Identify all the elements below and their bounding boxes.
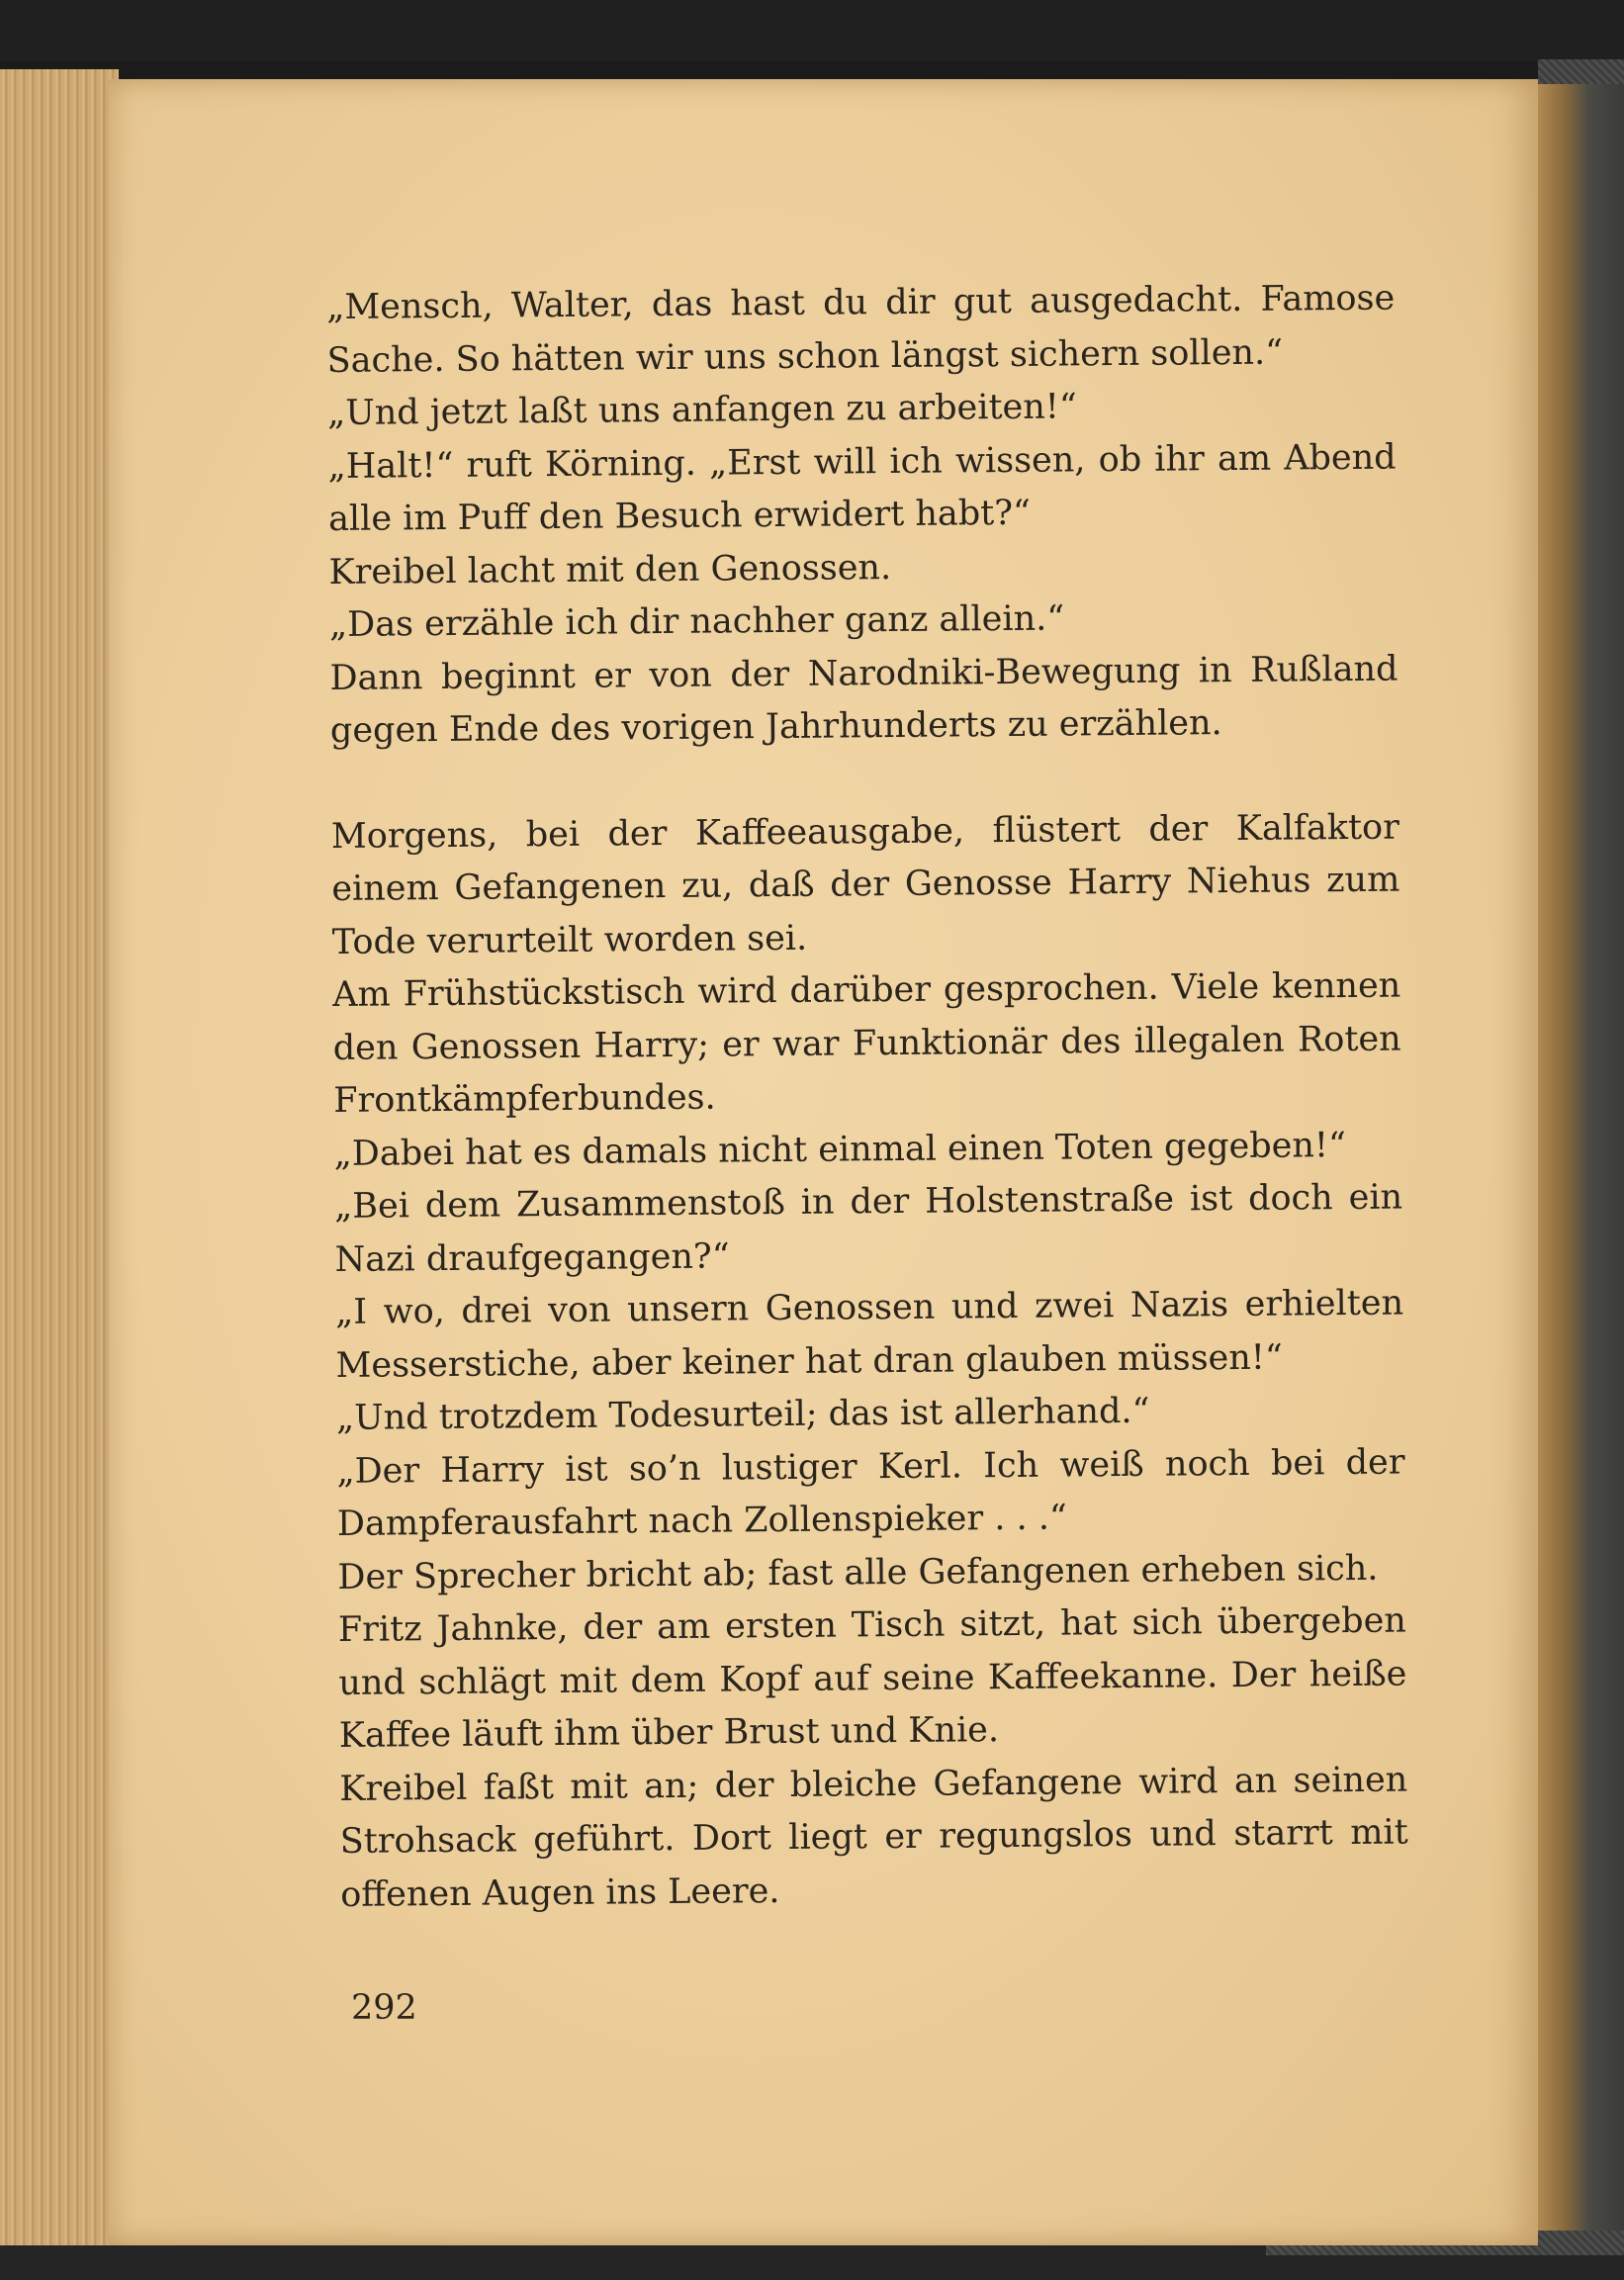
paragraph: Fritz Jahnke, der am ersten Tisch sitzt, hat sich übergeben und schlägt mit dem Kopf auf seine Kaffeekanne. Der heiße Kaffee läuft ihm über Brust und Knie. (337, 1600, 1407, 1756)
page-number: 292 (351, 1988, 417, 2028)
paragraph: „Bei dem Zusammenstoß in der Holstenstraße ist doch ein Nazi draufgegangen?“ (333, 1177, 1403, 1280)
body-text (326, 273, 1408, 1922)
paragraph: „Das erzähle ich dir nachher ganz allein.“ (328, 598, 1065, 645)
paragraph: „Und trotzdem Todesurteil; das ist allerhand.“ (335, 1391, 1150, 1438)
paragraph: Kreibel lacht mit den Genossen. (328, 547, 892, 593)
paragraph: „I wo, drei von unsern Genossen und zwei Nazis erhielten Messerstiche, aber keiner hat dran glauben müssen!“ (334, 1283, 1404, 1386)
paragraph: Der Sprecher bricht ab; fast alle Gefangenen erheben sich. (337, 1548, 1379, 1597)
paragraph: „Der Harry ist so’n lustiger Kerl. Ich weiß noch bei der Dampferausfahrt nach Zollenspieker . . .“ (336, 1442, 1405, 1544)
book-spine (1538, 84, 1624, 2250)
book-page-edges (0, 69, 119, 2245)
paragraph: „Dabei hat es damals nicht einmal einen Toten gegeben!“ (333, 1125, 1347, 1174)
paragraph: Morgens, bei der Kaffeeausgabe, flüstert der Kalfaktor einem Gefangenen zu, daß der Genosse Harry Niehus zum Tode verurteilt worden sei. (330, 807, 1400, 962)
scan-background-top (0, 0, 1624, 61)
paragraph: „Und jetzt laßt uns anfangen zu arbeiten!“ (326, 387, 1077, 433)
paragraph: „Mensch, Walter, das hast du dir gut ausgedacht. Famose Sache. So hätten wir uns schon längst sichern sollen.“ (326, 278, 1396, 381)
paragraph: Dann beginnt er von der Narodniki-Bewegung in Rußland gegen Ende des vorigen Jahrhunderts zu erzählen. (329, 649, 1398, 751)
paragraph: Kreibel faßt mit an; der bleiche Gefangene wird an seinen Strohsack geführt. Dort liegt er regungslos und starrt mit offenen Augen ins Leere. (339, 1760, 1408, 1915)
paragraph: „Halt!“ ruft Körning. „Erst will ich wissen, ob ihr am Abend alle im Puff den Besuch erwidert habt?“ (327, 437, 1397, 539)
paragraph: Am Frühstückstisch wird darüber gesprochen. Viele kennen den Genossen Harry; er war Funktionär des illegalen Roten Frontkämpferbundes. (332, 965, 1401, 1121)
